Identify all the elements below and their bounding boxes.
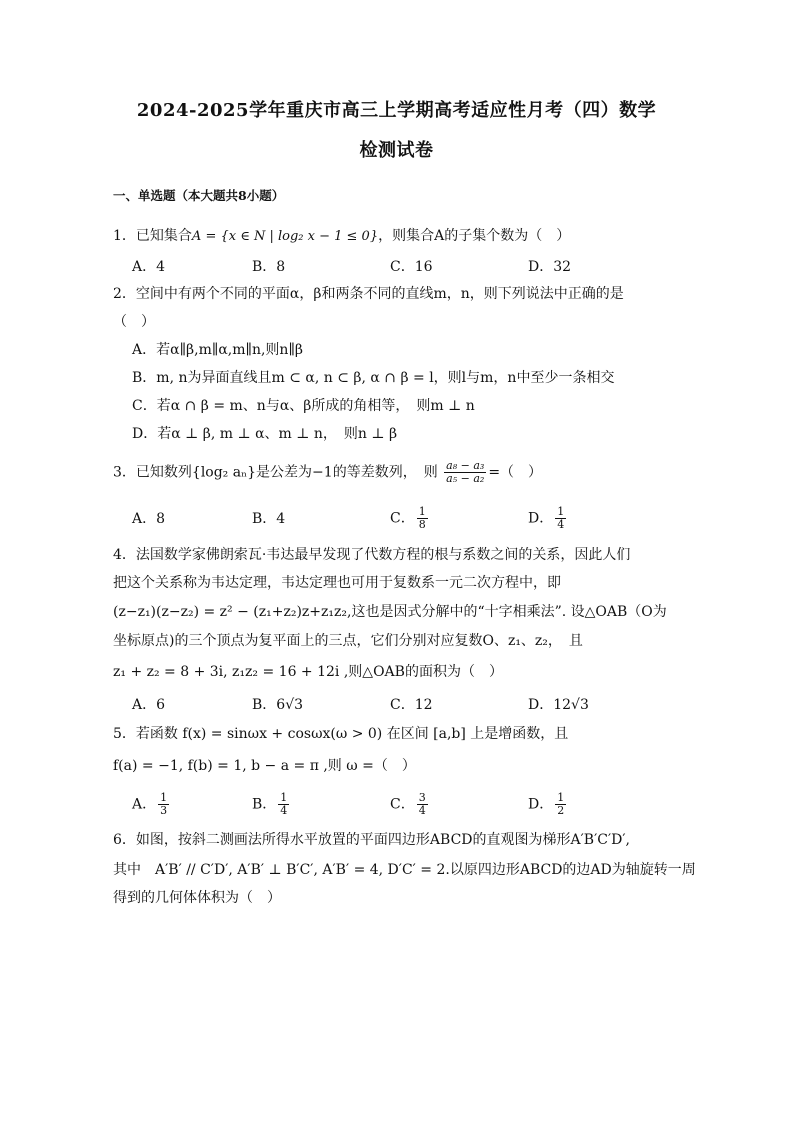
q2-option-b[interactable]: B．m, n为异面直线且m ⊂ α, n ⊂ β, α ∩ β = l，则l与m，n中至少一条相交 [132,370,615,386]
question-5-line2: f(a) = −1, f(b) = 1, b − a = π ,则 ω =（ ） [113,758,416,774]
q5-options [132,792,692,816]
q3-option-a[interactable]: A．8 [132,511,166,527]
q5-option-d-den: 2 [557,804,565,817]
q1-set-math: A = {x ∈ N | log₂ x − 1 ≤ 0} [191,229,379,244]
q3-option-c-frac [417,506,428,531]
section-heading: 一、单选题（本大题共8小题） [113,188,285,203]
question-2-stem: 2．空间中有两个不同的平面α，β和两条不同的直线m，n，则下列说法中正确的是 [113,286,624,302]
question-6-line1: 6．如图，按斜二测画法所得水平放置的平面四边形ABCD的直观图为梯形A′B′C′D′, [113,832,631,848]
q5-option-c-label: C． [390,796,415,813]
q1-options [132,256,692,280]
q3-frac-den: a₅ − a₂ [446,472,485,485]
q5-option-a-den: 3 [160,804,168,817]
q5-option-b-den: 4 [280,804,288,817]
q5-option-a[interactable] [132,792,171,817]
q4-option-b[interactable]: B．6√3 [252,697,304,713]
q1-option-c[interactable]: C．16 [390,259,433,275]
q3-option-d-frac [555,506,566,531]
q2-option-a[interactable]: A．若α∥β,m∥α,m∥n,则n∥β [132,342,304,358]
q3-option-d-den: 4 [557,518,565,531]
question-4-line2: 把这个关系称为韦达定理，韦达定理也可用于复数系一元二次方程中，即 [113,575,561,591]
q5-option-a-num: 1 [160,791,168,804]
question-5-line1: 5．若函数 f(x) = sinωx + cosωx(ω > 0) 在区间 [a,b] 上是增函数，且 [113,726,569,742]
q5-option-c[interactable] [390,792,430,817]
q5-option-b-frac [278,792,289,817]
q3-option-d[interactable] [528,506,568,531]
q3-option-d-label: D． [528,510,554,527]
question-2-paren: （ ） [113,314,155,330]
q5-option-d-label: D． [528,796,554,813]
q4-option-c[interactable]: C．12 [390,697,433,713]
question-4-line1: 4．法国数学家佛朗索瓦·韦达最早发现了代数方程的根与系数之间的关系，因此人们 [113,547,631,563]
q1-suffix: ，则集合A的子集个数为（ ） [378,228,571,244]
q3-option-c-num: 1 [418,505,426,518]
q5-option-a-frac [158,792,169,817]
q4-options [132,694,692,718]
exam-title-line1: 2024-2025学年重庆市高三上学期高考适应性月考（四）数学 [136,100,657,121]
q5-option-d[interactable] [528,792,568,817]
q3-options [132,506,692,530]
q3-fraction [444,460,486,485]
q4-option-d[interactable]: D．12√3 [528,697,589,713]
q5-option-d-num: 1 [557,791,565,804]
question-3 [113,460,542,485]
q3-suffix: =（ ） [488,464,543,481]
q1-option-b[interactable]: B．8 [252,259,286,275]
q3-option-b[interactable]: B．4 [252,511,286,527]
q3-option-c-den: 8 [418,518,426,531]
q3-frac-num: a₈ − a₃ [446,459,485,472]
q2-option-c[interactable]: C．若α ∩ β = m、n与α、β所成的角相等， 则m ⊥ n [132,398,475,414]
q2-option-d[interactable]: D．若α ⊥ β, m ⊥ α、m ⊥ n， 则n ⊥ β [132,426,398,442]
q1-prefix: 1．已知集合 [113,228,192,244]
question-6-line3: 得到的几何体体积为（ ） [113,890,281,906]
question-4-line4: 坐标原点)的三个顶点为复平面上的三点，它们分别对应复数O、z₁、z₂， 且 [113,633,583,649]
exam-title-line2: 检测试卷 [359,140,434,161]
q5-option-c-den: 4 [418,804,426,817]
q3-option-d-num: 1 [557,505,565,518]
q5-option-a-label: A． [132,796,157,813]
q5-option-b-label: B． [252,796,277,813]
q4-option-a[interactable]: A．6 [132,697,166,713]
q3-prefix: 3．已知数列{log₂ aₙ}是公差为−1的等差数列， 则 [113,464,438,481]
q1-option-d[interactable]: D．32 [528,259,572,275]
question-4-line3: (z−z₁)(z−z₂) = z² − (z₁+z₂)z+z₁z₂,这也是因式分解中的“十字相乘法”. 设△OAB（O为 [113,604,667,620]
q5-option-b-num: 1 [280,791,288,804]
question-6-line2: 其中 A′B′ // C′D′, A′B′ ⊥ B′C′, A′B′ = 4, D′C′ = 2.以原四边形ABCD的边AD为轴旋转一周 [113,862,696,878]
q5-option-c-frac [417,792,428,817]
q5-option-b[interactable] [252,792,291,817]
q3-option-c-label: C． [390,510,415,527]
question-1 [113,226,570,247]
q5-option-d-frac [555,792,566,817]
q5-option-c-num: 3 [418,791,426,804]
q3-option-c[interactable] [390,506,430,531]
q1-option-a[interactable]: A．4 [132,259,166,275]
question-4-line5: z₁ + z₂ = 8 + 3i, z₁z₂ = 16 + 12i ,则△OAB的面积为（ ） [113,664,503,680]
